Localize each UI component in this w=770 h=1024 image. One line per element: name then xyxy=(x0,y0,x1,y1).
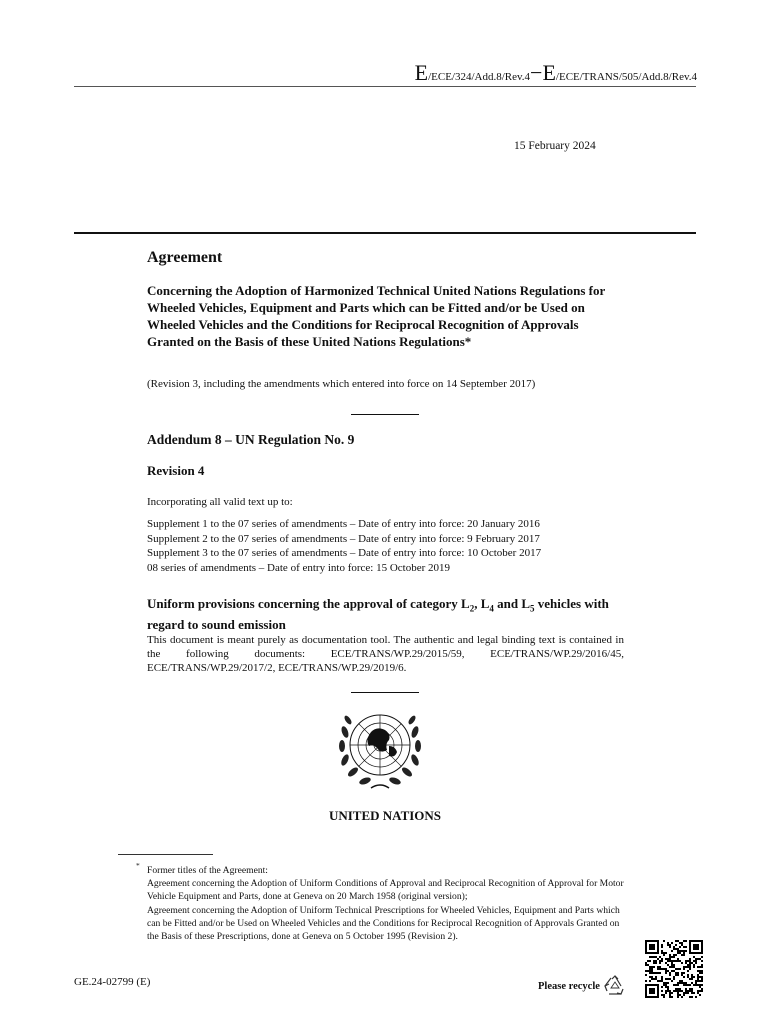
header-rule xyxy=(74,86,696,87)
footnote-line: Agreement concerning the Adoption of Uniform Conditions of Approval and Reciprocal Recognition of Approval for Motor Vehicle Equipment and Parts, done at Geneva on 20 March 1958 (original version); xyxy=(147,878,624,903)
title-rule xyxy=(74,232,696,234)
revision-note: (Revision 3, including the amendments which entered into force on 14 September 2017) xyxy=(147,378,536,390)
organization-name: UNITED NATIONS xyxy=(328,808,442,823)
footnote-rule xyxy=(118,854,213,855)
document-symbol xyxy=(415,60,697,86)
symbol-prefix: E xyxy=(414,60,429,85)
qr-code-icon xyxy=(645,940,703,998)
recycle-icon xyxy=(603,975,627,997)
supplement-item: Supplement 2 to the 07 series of amendments – Date of entry into force: 9 February 2017 xyxy=(147,532,540,545)
supplement-item: Supplement 1 to the 07 series of amendments – Date of entry into force: 20 January 2016 xyxy=(147,518,540,530)
supplement-item: Supplement 3 to the 07 series of amendments – Date of entry into force: 10 October 2017 xyxy=(147,547,542,559)
revision-heading: Revision 4 xyxy=(147,463,205,478)
addendum-heading: Addendum 8 – UN Regulation No. 9 xyxy=(147,432,355,447)
incorporating-text: Incorporating all valid text up to: xyxy=(147,496,293,508)
footnote-text xyxy=(147,864,627,943)
footnote-line: Agreement concerning the Adoption of Uniform Technical Prescriptions for Wheeled Vehicles, Equipment and Parts which can be Fitted and/or be Used on Wheeled Vehicles and the Conditions for Reciprocal Recognition of Approvals Granted on the Basis of these Prescriptions, done at Geneva on 5 October 1995 (Revision 2). xyxy=(147,904,620,943)
footnote-line: Former titles of the Agreement: xyxy=(147,865,268,876)
supplement-item: 08 series of amendments – Date of entry into force: 15 October 2019 xyxy=(147,561,451,574)
section-divider xyxy=(351,414,419,415)
document-date: 15 February 2024 xyxy=(514,140,596,152)
page-title: Agreement xyxy=(147,249,223,266)
section-divider xyxy=(351,692,419,693)
supplement-list xyxy=(147,517,541,575)
recycle-notice xyxy=(538,975,627,997)
symbol-number: /ECE/324/Add.8/Rev.4 xyxy=(428,71,531,83)
regulation-title: Uniform provisions concerning the approval of category $L_2$, $L_4$ and $L_5$ vehicles with regard to sound emission xyxy=(147,596,609,632)
footnote-mark: * xyxy=(136,861,140,870)
un-emblem-icon xyxy=(331,702,429,794)
agreement-subtitle: Concerning the Adoption of Harmonized Technical United Nations Regulations for Wheeled Vehicles, Equipment and Parts which can be Fitted and/or be Used on Wheeled Vehicles and the Conditions for Reciprocal Recognition of Approvals Granted on the Basis of these United Nations Regulations* xyxy=(147,283,606,349)
document-number: GE.24-02799 (E) xyxy=(74,976,151,988)
symbol-prefix: E xyxy=(542,60,556,85)
recycle-label: Please recycle xyxy=(538,980,600,992)
symbol-separator: − xyxy=(530,60,543,85)
symbol-number: /ECE/TRANS/505/Add.8/Rev.4 xyxy=(555,71,697,83)
documentation-note: This document is meant purely as documentation tool. The authentic and legal binding text is contained in the following documents: ECE/TRANS/WP.29/2015/59, ECE/TRANS/WP.29/2016/45, ECE/TRANS/WP.29/2017/2, ECE/TRANS/WP.29/2019/6. xyxy=(147,634,624,674)
